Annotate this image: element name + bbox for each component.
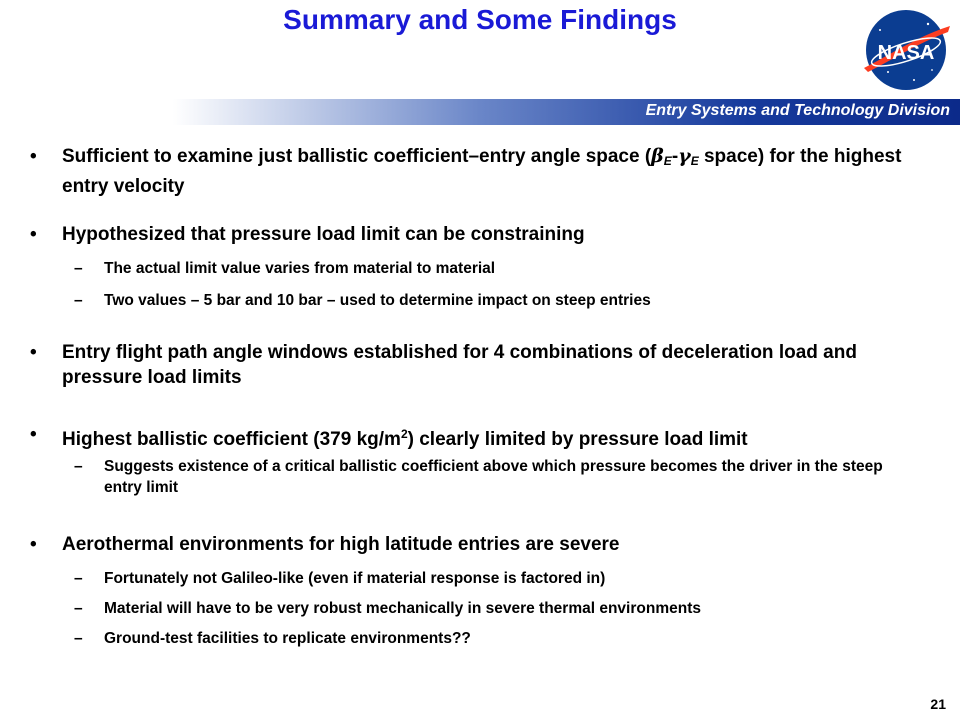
bullet-marker: • — [30, 224, 37, 245]
sub-bullet-item: – The actual limit value varies from material to material — [74, 260, 496, 277]
nasa-logo — [858, 6, 954, 94]
sub-bullet-item: – Ground-test facilities to replicate environments?? — [74, 630, 471, 647]
bullet-marker: • — [30, 342, 37, 363]
sub-bullet-item: – Two values – 5 bar and 10 bar – used to determine impact on steep entries — [74, 292, 651, 309]
bullet-marker: • — [30, 424, 37, 445]
bullet-item: Hypothesized that pressure load limit can be constraining — [62, 224, 585, 245]
sub-bullet-item: – Material will have to be very robust mechanically in severe thermal environments — [74, 600, 701, 617]
division-banner — [0, 99, 960, 125]
bullet-item: • Aerothermal environments for high latitude entries are severe — [30, 534, 620, 555]
bullet-item: • Entry flight path angle windows established for 4 combinations of deceleration load and pressure load limits — [30, 342, 857, 388]
bullet-item: • Highest ballistic coefficient (379 $kg/m^2$) clearly limited by pressure load limit — [30, 424, 748, 450]
bullet-item: • Sufficient to examine just ballistic coefficient–entry angle space ($\beta_E-\gamma_E$ space) for the highest entry velocity — [30, 145, 902, 197]
division-name: Entry Systems and Technology Division — [645, 102, 950, 119]
nasa-logo-text: NASA — [877, 42, 935, 64]
sub-bullet-item: – Fortunately not Galileo-like (even if material response is factored in) — [74, 570, 606, 587]
slide-title: Summary and Some Findings — [283, 4, 677, 35]
sub-bullet-item: – Suggests existence of a critical ballistic coefficient above which pressure becomes the driver in the steep entry limit — [74, 458, 883, 496]
page-number: 21 — [930, 696, 946, 712]
bullet-marker: • — [30, 146, 37, 167]
bullet-marker: • — [30, 534, 37, 555]
